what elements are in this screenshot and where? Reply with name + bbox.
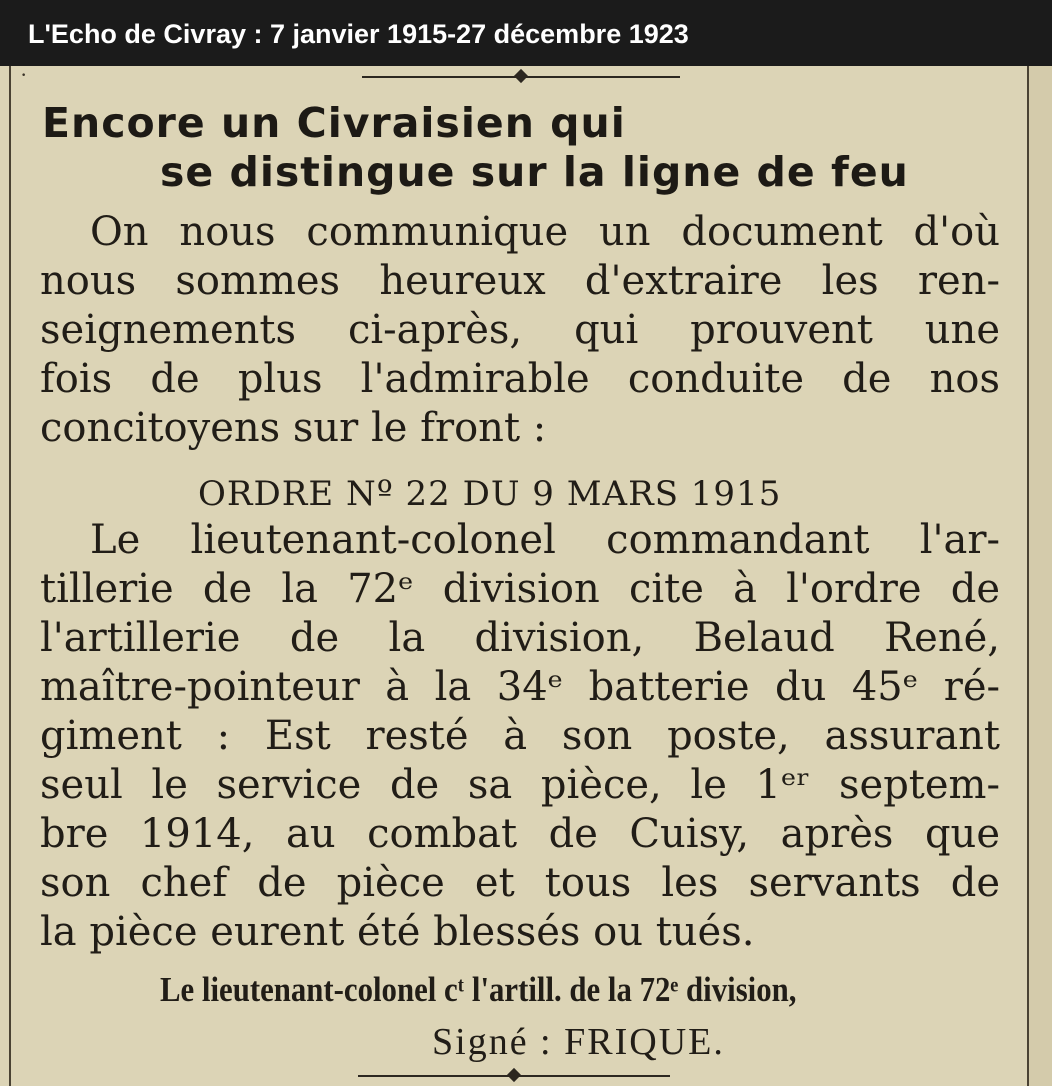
order-heading: ORDRE Nº 22 DU 9 MARS 1915 xyxy=(198,474,782,514)
order-line: la pièce eurent été blessés ou tués. xyxy=(40,909,755,955)
order-line: son chef de pièce et tous les servants de xyxy=(40,860,1000,906)
order-line: giment : Est resté à son poste, assurant xyxy=(40,713,1000,759)
signature-name: Signé : FRIQUE. xyxy=(432,1021,725,1063)
paragraph-line: concitoyens sur le front : xyxy=(40,405,547,451)
order-line: Le lieutenant-colonel commandant l'ar- xyxy=(90,517,1000,563)
paragraph-line: On nous communique un document d'où xyxy=(90,209,1000,255)
newspaper-clipping xyxy=(0,66,1052,1086)
diamond-ornament-icon xyxy=(514,69,528,83)
diamond-ornament-icon xyxy=(507,1068,521,1082)
page-margin xyxy=(1029,66,1052,1086)
order-line: bre 1914, au combat de Cuisy, après que xyxy=(40,811,1000,857)
order-line: tillerie de la 72ᵉ division cite à l'ordre de xyxy=(40,566,1000,612)
paragraph-line: nous sommes heureux d'extraire les ren- xyxy=(40,258,1000,304)
headline-line-1: Encore un Civraisien qui xyxy=(42,99,626,147)
column-rule-left xyxy=(9,66,11,1086)
paragraph-line: fois de plus l'admirable conduite de nos xyxy=(40,356,1000,402)
order-line: maître-pointeur à la 34ᵉ batterie du 45ᵉ ré- xyxy=(40,664,1000,710)
signature-title: Le lieutenant-colonel cᵗ l'artill. de la 72ᵉ division, xyxy=(160,970,797,1009)
cropped-text-fragment: · xyxy=(20,66,28,87)
headline-line-2: se distingue sur la ligne de feu xyxy=(160,148,909,196)
window-title: L'Echo de Civray : 7 janvier 1915-27 décembre 1923 xyxy=(0,0,1052,66)
paragraph-line: seignements ci-après, qui prouvent une xyxy=(40,307,1000,353)
separator-ornament-bottom xyxy=(358,1069,670,1083)
order-line: l'artillerie de la division, Belaud René, xyxy=(40,615,1000,661)
order-line: seul le service de sa pièce, le 1ᵉʳ septem- xyxy=(40,762,1000,808)
separator-ornament-top xyxy=(362,70,680,84)
